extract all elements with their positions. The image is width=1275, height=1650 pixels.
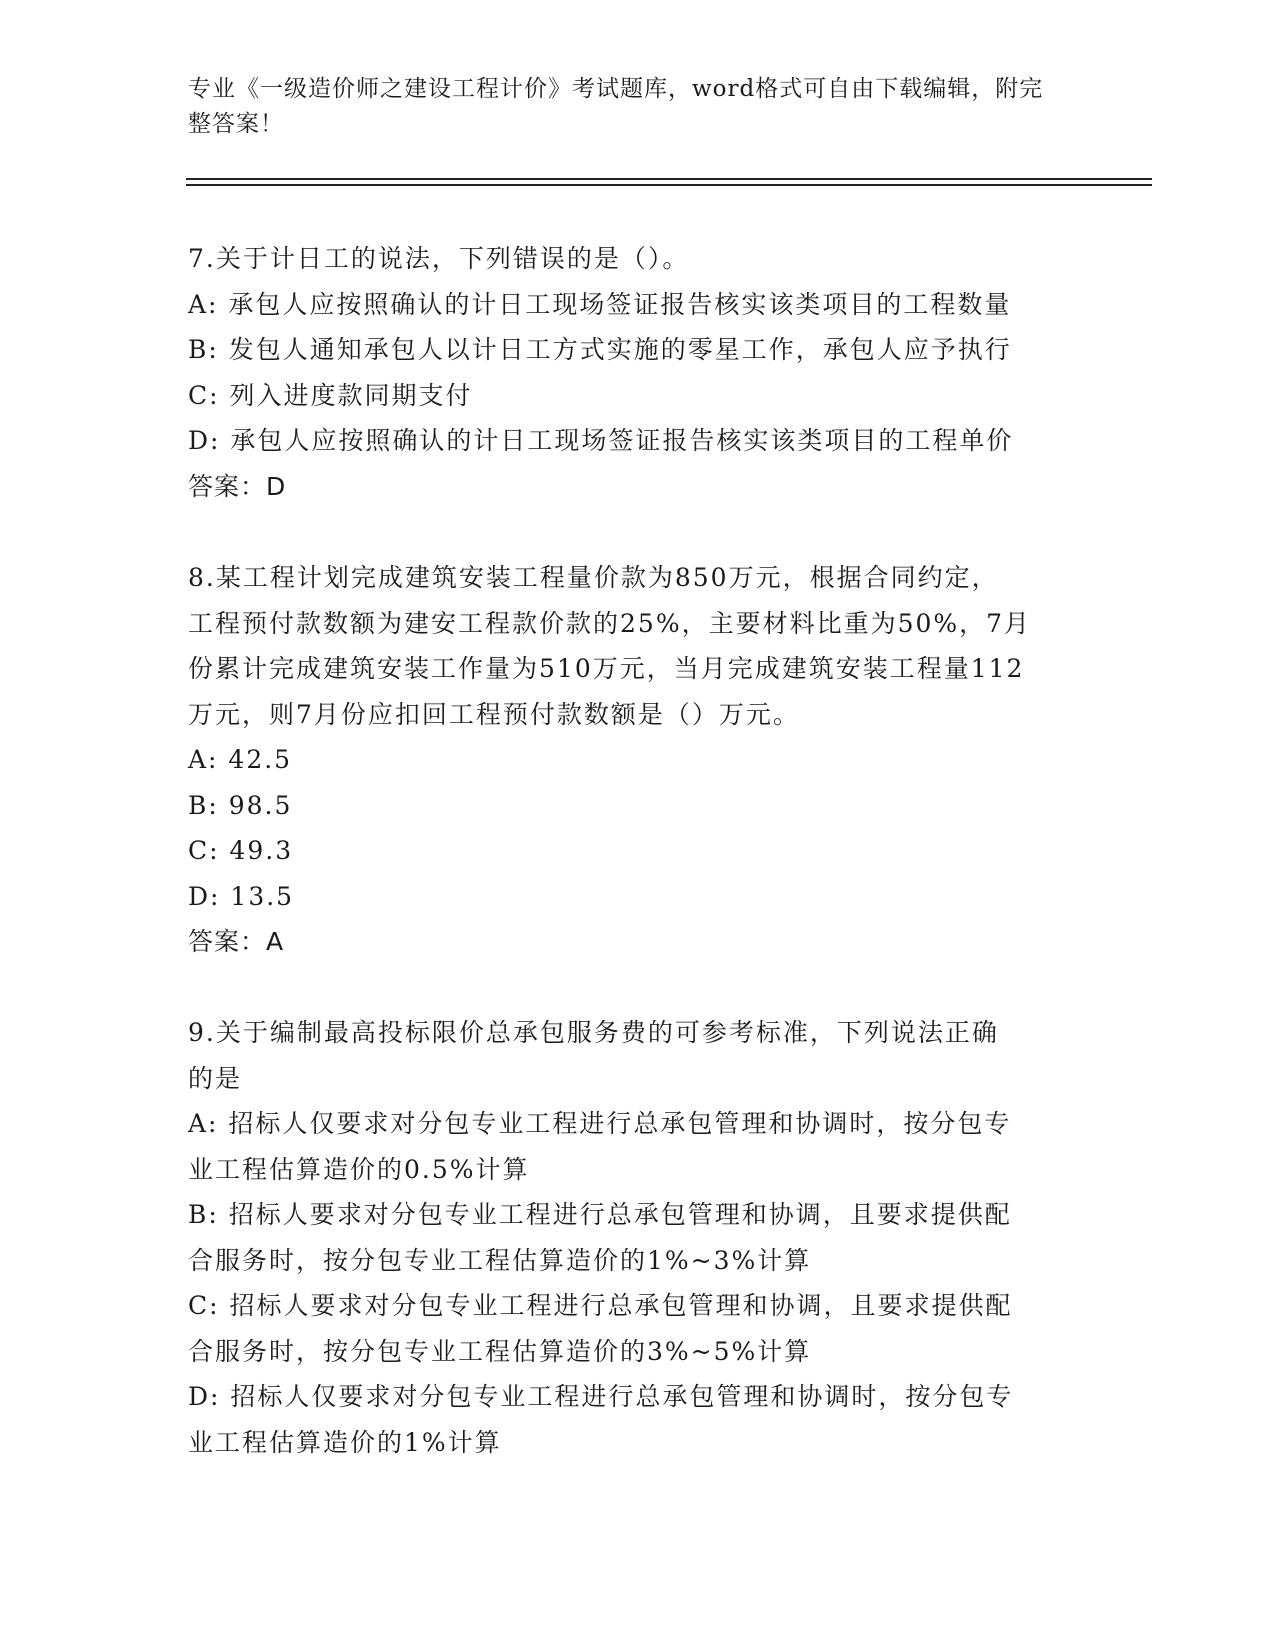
question-stem-line: 份累计完成建筑安装工作量为510万元，当月完成建筑安装工程量112	[188, 654, 1025, 683]
option-b: B: 发包人通知承包人以计日工方式实施的零星工作，承包人应予执行	[188, 335, 1012, 364]
question-stem-line: 的是	[188, 1063, 243, 1093]
header-divider-top	[186, 178, 1152, 180]
question-stem-line: 9.关于编制最高投标限价总承包服务费的可参考标准，下列说法正确	[188, 1018, 999, 1047]
question-stem-line: 8.某工程计划完成建筑安装工程量价款为850万元，根据合同约定，	[188, 563, 999, 592]
header-line-2: 整答案！	[188, 111, 284, 137]
question-9	[188, 1010, 1088, 1465]
question-7	[188, 236, 1088, 509]
option-d: D: 招标人仅要求对分包专业工程进行总承包管理和协调时，按分包专	[188, 1382, 1014, 1411]
option-d: D: 13.5	[188, 881, 295, 911]
answer: 答案：D	[188, 471, 287, 501]
option-a: A: 承包人应按照确认的计日工现场签证报告核实该类项目的工程数量	[188, 289, 1012, 319]
option-c: C: 49.3	[188, 836, 294, 865]
option-b-continued: 合服务时，按分包专业工程估算造价的1%~3%计算	[188, 1245, 812, 1275]
question-8	[188, 555, 1088, 965]
option-c-continued: 合服务时，按分包专业工程估算造价的3%~5%计算	[188, 1336, 812, 1366]
option-c: C: 列入进度款同期支付	[188, 380, 473, 410]
option-c: C: 招标人要求对分包专业工程进行总承包管理和协调，且要求提供配	[188, 1291, 1013, 1320]
option-b: B: 招标人要求对分包专业工程进行总承包管理和协调，且要求提供配	[188, 1200, 1012, 1229]
option-d-continued: 业工程估算造价的1%计算	[188, 1427, 502, 1457]
question-stem-line: 工程预付款数额为建安工程款价款的25%，主要材料比重为50%，7月	[188, 608, 1032, 638]
option-d: D: 承包人应按照确认的计日工现场签证报告核实该类项目的工程单价	[188, 426, 1014, 455]
answer: 答案：A	[188, 927, 285, 956]
question-stem: 7.关于计日工的说法，下列错误的是（）。	[188, 244, 690, 273]
header-line-1: 专业《一级造价师之建设工程计价》考试题库，word格式可自由下载编辑，附完	[188, 76, 1044, 102]
question-stem-line: 万元，则7月份应扣回工程预付款数额是（）万元。	[188, 699, 800, 729]
option-a: A: 招标人仅要求对分包专业工程进行总承包管理和协调时，按分包专	[188, 1109, 1012, 1138]
option-a-continued: 业工程估算造价的0.5%计算	[188, 1154, 530, 1184]
header-divider-bottom	[186, 184, 1152, 186]
option-a: A: 42.5	[188, 745, 293, 774]
document-header	[188, 72, 1068, 142]
option-b: B: 98.5	[188, 790, 293, 820]
